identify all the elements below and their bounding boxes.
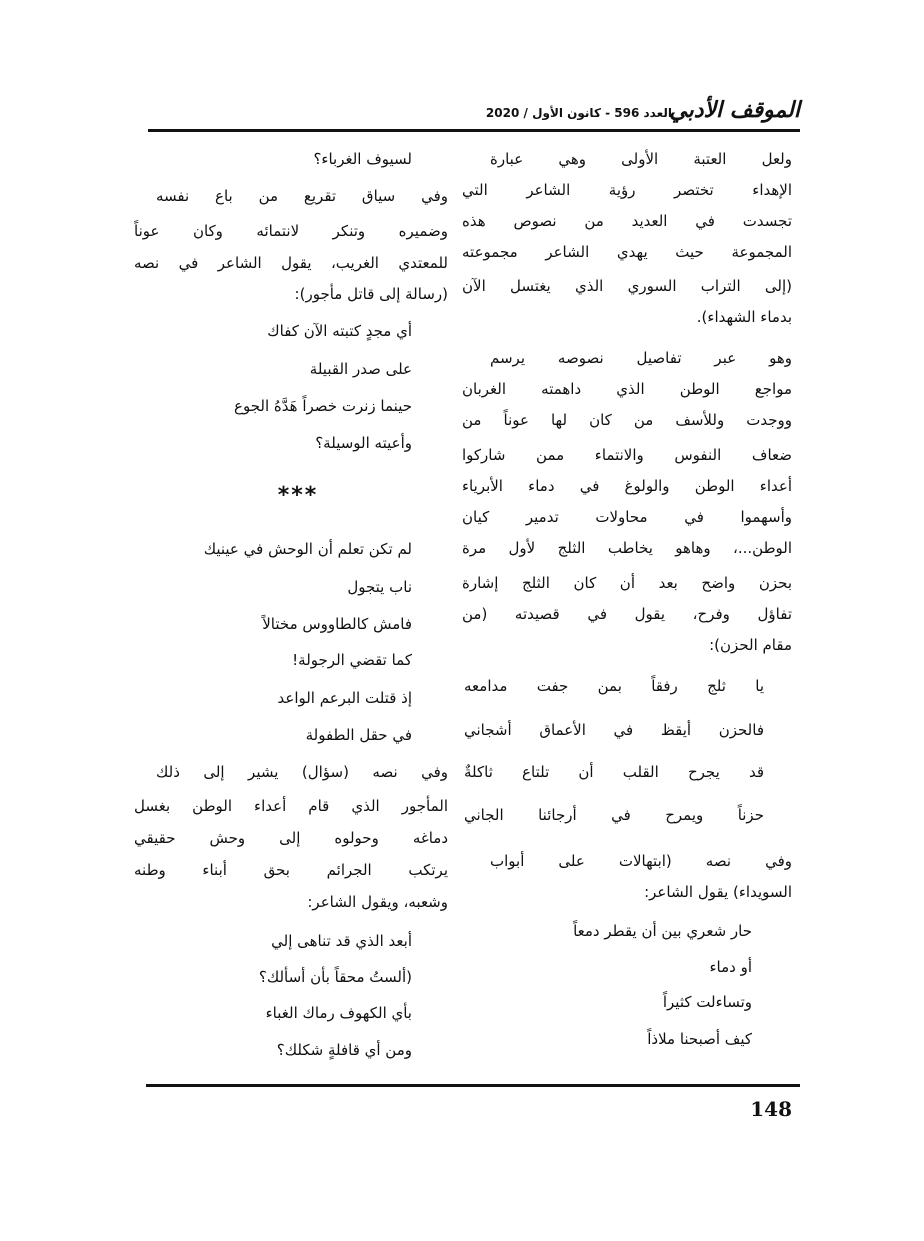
- paragraph-line: وفي سياق تقريع من باع نفسه: [156, 187, 448, 205]
- poem-line: على صدر القبيلة: [309, 360, 412, 378]
- paragraph-line: تفاؤل وفرح، يقول في قصيدته (من: [462, 605, 792, 623]
- poem-line: كيف أصبحنا ملاذاً: [647, 1030, 752, 1048]
- paragraph-line: الإهداء تختصر رؤية الشاعر التي: [462, 181, 792, 199]
- paragraph-line: (إلى التراب السوري الذي يغتسل الآن: [462, 277, 792, 295]
- poem-line: وأعيته الوسيلة؟: [315, 434, 412, 452]
- poem-line: في حقل الطفولة: [305, 726, 412, 744]
- paragraph-line: مقام الحزن):: [709, 636, 792, 654]
- paragraph-line: وأسهموا في محاولات تدمير كيان: [462, 508, 792, 526]
- poem-line: لسيوف الغرباء؟: [313, 150, 412, 168]
- poem-line: وتساءلت كثيراً: [662, 993, 752, 1011]
- verse-line: حزناً ويمرح في أرجائنا الجاني: [464, 806, 764, 824]
- poem-line: لم تكن تعلم أن الوحش في عينيك: [203, 540, 412, 558]
- footer-rule: [146, 1084, 800, 1087]
- header-rule: [148, 129, 800, 132]
- paragraph-line: بدماء الشهداء).: [696, 308, 792, 326]
- poem-line: أي مجدٍ كتبته الآن كفاك: [267, 322, 412, 340]
- paragraph-line: تجسدت في العديد من نصوص هذه: [462, 212, 792, 230]
- verse-line: قد يجرح القلب أن تلتاع ثاكلةٌ: [464, 763, 764, 781]
- paragraph-line: المجموعة حيث يهدي الشاعر مجموعته: [462, 243, 792, 261]
- paragraph-line: ووجدت وللأسف من كان لها عوناً من: [462, 411, 792, 429]
- poem-line: حار شعري بين أن يقطر دمعاً: [573, 922, 752, 940]
- poem-line: أبعد الذي قد تناهى إلي: [271, 932, 412, 950]
- verse-line: فالحزن أيقظ في الأعماق أشجاني: [464, 721, 764, 739]
- paragraph-line: ضعاف النفوس والانتماء ممن شاركوا: [462, 446, 792, 464]
- issue-info: العدد 596 - كانون الأول / 2020: [485, 106, 672, 120]
- paragraph-line: وضميره وتنكر لانتمائه وكان عوناً: [134, 222, 448, 240]
- paragraph-line: وفي نصه (سؤال) يشير إلى ذلك: [156, 763, 448, 781]
- poem-line: ومن أي قافلةٍ شكلك؟: [276, 1041, 412, 1059]
- poem-line: كما تقضي الرجولة!: [292, 651, 412, 669]
- poem-line: أو دماء: [709, 958, 752, 976]
- verse-line: يا ثلج رفقاً بمن جفت مدامعه: [464, 677, 764, 695]
- magazine-logo: الموقف الأدبي: [669, 98, 800, 123]
- paragraph-line: وهو عبر تفاصيل نصوصه يرسم: [490, 349, 792, 367]
- poem-line: فامش كالطاووس مختالاً: [262, 615, 412, 633]
- page-number: 148: [750, 1097, 792, 1121]
- paragraph-line: ولعل العتبة الأولى وهي عبارة: [490, 150, 792, 168]
- paragraph-line: مواجع الوطن الذي داهمته الغربان: [462, 380, 792, 398]
- poem-line: إذ قتلت البرعم الواعد: [277, 689, 412, 707]
- paragraph-line: يرتكب الجرائم بحق أبناء وطنه: [134, 861, 448, 879]
- paragraph-line: وفي نصه (ابتهالات على أبواب: [490, 852, 792, 870]
- paragraph-line: بحزن واضح بعد أن كان الثلج إشارة: [462, 574, 792, 592]
- paragraph-line: دماغه وحولوه إلى وحش حقيقي: [134, 829, 448, 847]
- poem-line: بأي الكهوف رماك الغباء: [265, 1004, 412, 1022]
- paragraph-line: (رسالة إلى قاتل مأجور):: [294, 285, 448, 303]
- section-separator: ***: [277, 483, 319, 508]
- paragraph-line: أعداء الوطن والولوغ في دماء الأبرياء: [462, 477, 792, 495]
- paragraph-line: السويداء) يقول الشاعر:: [644, 883, 792, 901]
- paragraph-line: المأجور الذي قام أعداء الوطن بغسل: [134, 797, 448, 815]
- paragraph-line: للمعتدي الغريب، يقول الشاعر في نصه: [134, 254, 448, 272]
- poem-line: (ألستُ محقاً بأن أسألك؟: [258, 968, 412, 986]
- paragraph-line: الوطن...، وهاهو يخاطب الثلج لأول مرة: [462, 539, 792, 557]
- paragraph-line: وشعبه، ويقول الشاعر:: [307, 893, 448, 911]
- poem-line: حينما زنرت خصراً هَدَّهُ الجوع: [234, 397, 412, 415]
- poem-line: ناب يتجول: [347, 578, 412, 596]
